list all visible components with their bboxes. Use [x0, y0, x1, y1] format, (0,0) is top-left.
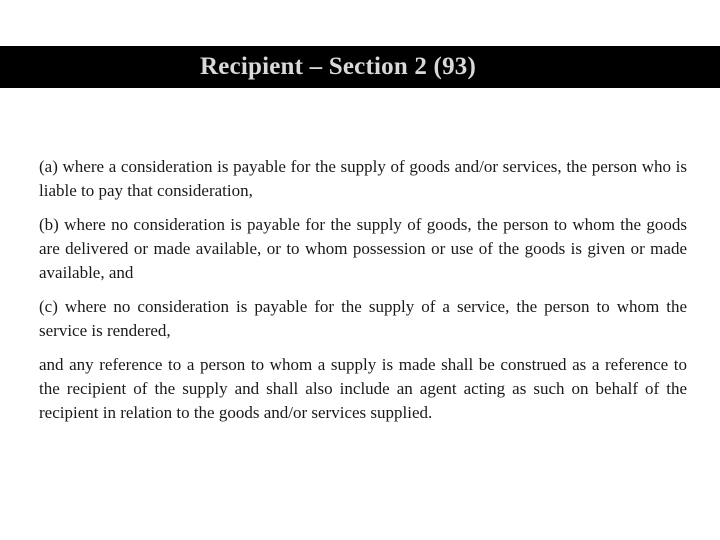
definition-body — [39, 155, 687, 435]
slide-title: Recipient – Section 2 (93) — [200, 53, 476, 80]
paragraph-a: (a) where a consideration is payable for the supply of goods and/or services, the person who is liable to pay that consideration, — [39, 157, 687, 200]
paragraph-c: (c) where no consideration is payable for the supply of a service, the person to whom the service is rendered, — [39, 297, 687, 340]
paragraph-closing: and any reference to a person to whom a supply is made shall be construed as a reference to the recipient of the supply and shall also include an agent acting as such on behalf of the recipient in relation to the goods and/or services supplied. — [39, 355, 687, 422]
title-bar — [0, 46, 720, 88]
paragraph-b: (b) where no consideration is payable for the supply of goods, the person to whom the goods are delivered or made available, or to whom possession or use of the goods is given or made available, and — [39, 215, 687, 282]
